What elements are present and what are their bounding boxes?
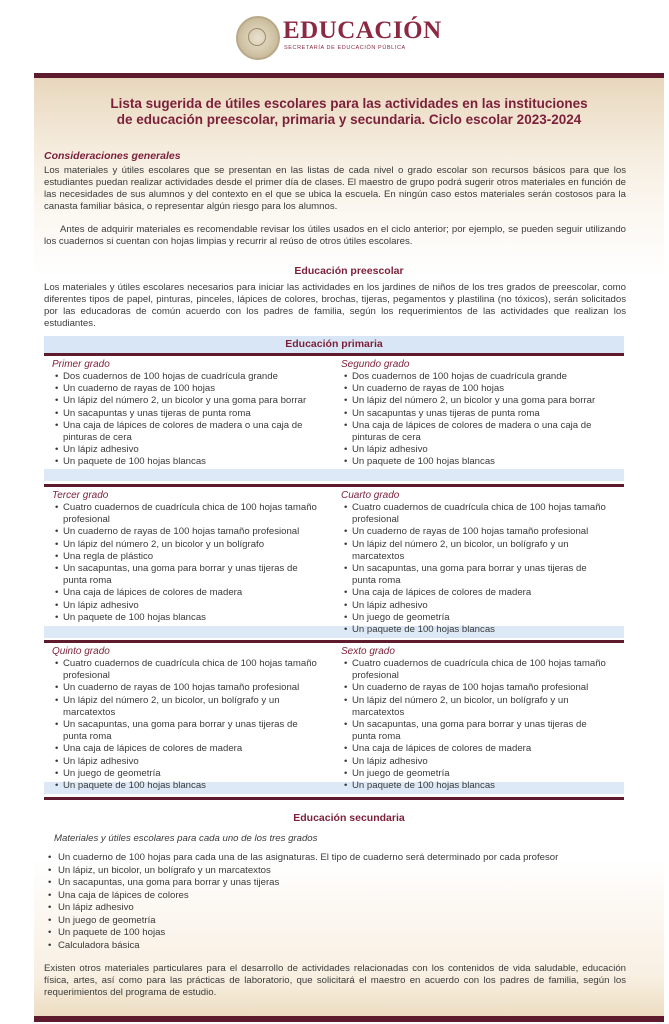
document-title xyxy=(34,96,664,128)
list-item: • Un juego de geometría xyxy=(333,612,613,624)
list-item: • Un lápiz, un bicolor, un bolígrafo y un marcatextos xyxy=(44,865,634,878)
list-item: • Un paquete de 100 hojas blancas xyxy=(333,780,613,792)
list-item: • Cuatro cuadernos de cuadrícula chica de 100 hojas tamaño profesional xyxy=(333,502,613,526)
list-item: • Un juego de geometría xyxy=(44,915,634,928)
list-item: • Un paquete de 100 hojas blancas xyxy=(44,456,324,468)
list-item: • Un cuaderno de 100 hojas para cada una de las asignaturas. El tipo de cuaderno será determinado por cada profesor xyxy=(44,852,634,865)
list-item: • Un paquete de 100 hojas blancas xyxy=(333,456,613,468)
grade-title: Primer grado xyxy=(52,359,110,370)
list-item: • Un lápiz adhesivo xyxy=(333,444,613,456)
list-item: • Un sacapuntas, una goma para borrar y unas tijeras de punta roma xyxy=(333,563,613,587)
list-item: • Un sacapuntas y unas tijeras de punta roma xyxy=(44,408,324,420)
list-item: • Un lápiz del número 2, un bicolor, un bolígrafo y un marcatextos xyxy=(333,539,613,563)
preescolar-heading: Educación preescolar xyxy=(294,265,404,277)
list-item: • Un lápiz del número 2, un bicolor y un bolígrafo xyxy=(44,539,324,551)
row-rule xyxy=(44,640,624,643)
list-item: • Un sacapuntas y unas tijeras de punta roma xyxy=(333,408,613,420)
consideraciones-heading: Consideraciones generales xyxy=(44,150,181,162)
list-item: • Un paquete de 100 hojas blancas xyxy=(44,612,324,624)
list-item: • Dos cuadernos de 100 hojas de cuadrícula grande xyxy=(44,371,324,383)
list-item: • Un cuaderno de rayas de 100 hojas tamaño profesional xyxy=(44,682,324,694)
list-item: • Cuatro cuadernos de cuadrícula chica de 100 hojas tamaño profesional xyxy=(333,658,613,682)
list-item: • Cuatro cuadernos de cuadrícula chica de 100 hojas tamaño profesional xyxy=(44,658,324,682)
list-item: • Cuatro cuadernos de cuadrícula chica de 100 hojas tamaño profesional xyxy=(44,502,324,526)
grade-segundo xyxy=(333,359,613,469)
list-item: • Un cuaderno de rayas de 100 hojas tamaño profesional xyxy=(333,526,613,538)
list-item: • Un cuaderno de rayas de 100 hojas tamaño profesional xyxy=(44,526,324,538)
list-item: • Una caja de lápices de colores de madera o una caja de pinturas de cera xyxy=(333,420,613,444)
list-item: • Un lápiz adhesivo xyxy=(333,600,613,612)
list-item: • Un paquete de 100 hojas blancas xyxy=(44,780,324,792)
row-band xyxy=(44,469,624,481)
grade-tercer xyxy=(44,490,324,624)
list-item: • Una caja de lápices de colores xyxy=(44,890,634,903)
list-item: • Un lápiz adhesivo xyxy=(44,444,324,456)
list-item: • Dos cuadernos de 100 hojas de cuadrícula grande xyxy=(333,371,613,383)
list-item: • Un cuaderno de rayas de 100 hojas xyxy=(333,383,613,395)
closing-paragraph: Existen otros materiales particulares para el desarrollo de actividades relacionadas con los contenidos de vida saludable, educación física, artes, así como para las prácticas de laboratorio, que solicitará el maestro en acuerdo con los padres de familia, según los requerimientos del programa de estudio. xyxy=(44,963,626,998)
list-item: • Un cuaderno de rayas de 100 hojas tamaño profesional xyxy=(333,682,613,694)
row-rule xyxy=(44,484,624,487)
list-item: • Un lápiz adhesivo xyxy=(44,902,634,915)
list-item: • Un cuaderno de rayas de 100 hojas xyxy=(44,383,324,395)
list-item: • Un sacapuntas, una goma para borrar y unas tijeras de punta roma xyxy=(333,719,613,743)
list-item: • Calculadora básica xyxy=(44,940,634,953)
grade-title: Sexto grado xyxy=(341,646,395,657)
grade-sexto xyxy=(333,646,613,792)
logo-subtitle: SECRETARÍA DE EDUCACIÓN PÚBLICA xyxy=(284,45,406,51)
title-line-1: Lista sugerida de útiles escolares para las actividades en las instituciones xyxy=(110,96,588,111)
preescolar-paragraph: Los materiales y útiles escolares necesarios para iniciar las actividades en los jardines de niños de los tres grados de preescolar, como diferentes tipos de papel, pinturas, pinceles, lápices de colores, brochas, tijeras, pegamentos y plastilina (no tóxicos), serán solicitados por las educadoras de común acuerdo con los padres de familia, según los requerimientos de las actividades que realizan los estudiantes. xyxy=(44,282,626,329)
list-item: • Un juego de geometría xyxy=(333,768,613,780)
list-item: • Un paquete de 100 hojas blancas xyxy=(333,624,613,636)
list-item: • Un paquete de 100 hojas xyxy=(44,927,634,940)
list-item: • Un lápiz del número 2, un bicolor, un bolígrafo y un marcatextos xyxy=(333,695,613,719)
secundaria-list xyxy=(44,852,634,952)
secundaria-heading: Educación secundaria xyxy=(293,812,405,824)
list-item: • Un sacapuntas, una goma para borrar y unas tijeras de punta roma xyxy=(44,563,324,587)
bottom-divider xyxy=(34,1016,664,1022)
list-item: • Un lápiz del número 2, un bicolor y una goma para borrar xyxy=(44,395,324,407)
sep-seal-icon xyxy=(236,16,280,60)
list-item: • Una regla de plástico xyxy=(44,551,324,563)
primaria-rule xyxy=(44,353,624,356)
list-item: • Una caja de lápices de colores de madera xyxy=(333,587,613,599)
grade-cuarto xyxy=(333,490,613,636)
list-item: • Una caja de lápices de colores de madera xyxy=(333,743,613,755)
list-item: • Una caja de lápices de colores de madera xyxy=(44,743,324,755)
consideraciones-paragraph-2: Antes de adquirir materiales es recomendable revisar los útiles usados en el ciclo anterior; por ejemplo, se pueden seguir utilizando los cuadernos si cuentan con hojas limpias y recurrir al reúso de otros útiles escolares. xyxy=(44,224,626,247)
grade-quinto xyxy=(44,646,324,792)
list-item: • Un lápiz adhesivo xyxy=(333,756,613,768)
secundaria-subheading: Materiales y útiles escolares para cada uno de los tres grados xyxy=(54,833,318,844)
grade-title: Cuarto grado xyxy=(341,490,400,501)
consideraciones-paragraph-1: Los materiales y útiles escolares que se presentan en las listas de cada nivel o grado escolar son recursos básicos para que los estudiantes puedan realizar actividades desde el primer día de clases. El maestro de grupo podrá sugerir otros materiales en función de las necesidades de sus alumnos y del contexto en el que se ubica la escuela. En ningún caso estos materiales serán costosos para la canasta familiar básica, o representar algún riesgo para los alumnos. xyxy=(44,165,626,212)
list-item: • Un juego de geometría xyxy=(44,768,324,780)
list-item: • Un lápiz adhesivo xyxy=(44,600,324,612)
title-line-2: de educación preescolar, primaria y secundaria. Ciclo escolar 2023-2024 xyxy=(116,112,582,127)
list-item: • Una caja de lápices de colores de madera o una caja de pinturas de cera xyxy=(44,420,324,444)
list-item: • Un lápiz del número 2, un bicolor y una goma para borrar xyxy=(333,395,613,407)
logo-title: EDUCACIÓN xyxy=(283,17,442,44)
header xyxy=(0,0,669,74)
list-item: • Un sacapuntas, una goma para borrar y unas tijeras de punta roma xyxy=(44,719,324,743)
grade-primer xyxy=(44,359,324,469)
grade-title: Quinto grado xyxy=(52,646,110,657)
primaria-heading: Educación primaria xyxy=(44,336,624,353)
row-rule xyxy=(44,797,624,800)
list-item: • Un lápiz adhesivo xyxy=(44,756,324,768)
list-item: • Una caja de lápices de colores de madera xyxy=(44,587,324,599)
list-item: • Un sacapuntas, una goma para borrar y unas tijeras xyxy=(44,877,634,890)
grade-title: Segundo grado xyxy=(341,359,410,370)
grade-title: Tercer grado xyxy=(52,490,109,501)
list-item: • Un lápiz del número 2, un bicolor, un bolígrafo y un marcatextos xyxy=(44,695,324,719)
